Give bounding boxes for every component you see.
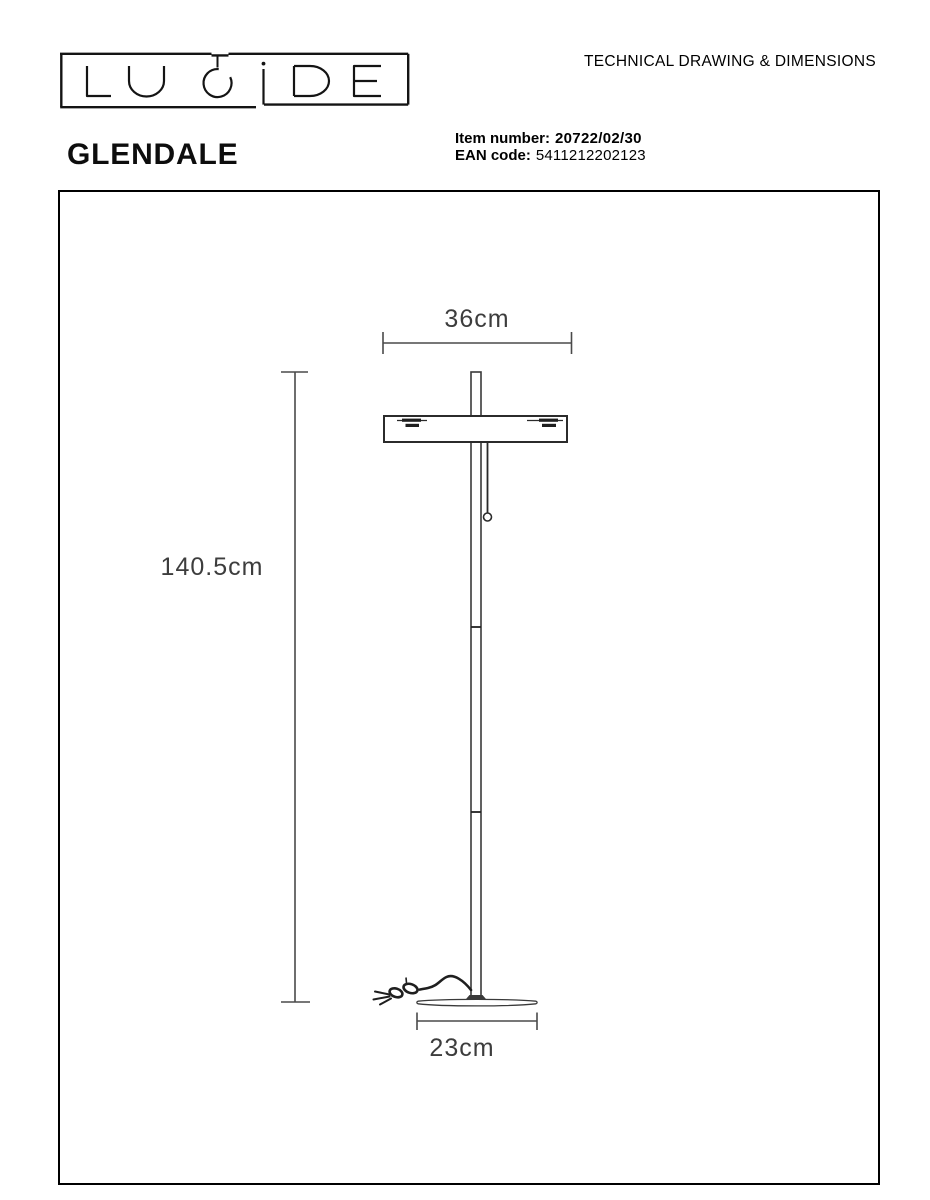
- dimension-height-label: 140.5cm: [160, 553, 264, 581]
- product-name: GLENDALE: [67, 138, 239, 171]
- dimension-top-width-label: 36cm: [444, 305, 510, 333]
- dimension-height: [281, 372, 310, 1002]
- item-number-value: 20722/02/30: [555, 130, 642, 147]
- dimension-base-width: [417, 1013, 537, 1031]
- ean-line: [455, 148, 646, 165]
- lamp-base: [417, 995, 537, 1006]
- dimension-base-width-label: 23cm: [429, 1034, 495, 1062]
- page-title: TECHNICAL DRAWING & DIMENSIONS: [583, 53, 876, 70]
- item-number-label: Item number:: [455, 130, 551, 147]
- product-meta: [455, 131, 646, 164]
- lamp-pole: [471, 372, 481, 1001]
- plug-icon: [374, 978, 419, 1005]
- item-number-line: [455, 131, 646, 148]
- ean-value: 5411212202123: [535, 146, 646, 164]
- logo-letters: [87, 62, 381, 105]
- dimension-top-width: [383, 332, 572, 354]
- lucide-logo: [60, 51, 410, 109]
- pull-chain: [484, 442, 492, 521]
- technical-drawing: [60, 192, 878, 1183]
- ean-label: EAN code:: [455, 146, 531, 164]
- logo-pull-switch: [212, 55, 229, 67]
- lamp-head: [384, 416, 567, 442]
- drawing-frame: [58, 190, 880, 1185]
